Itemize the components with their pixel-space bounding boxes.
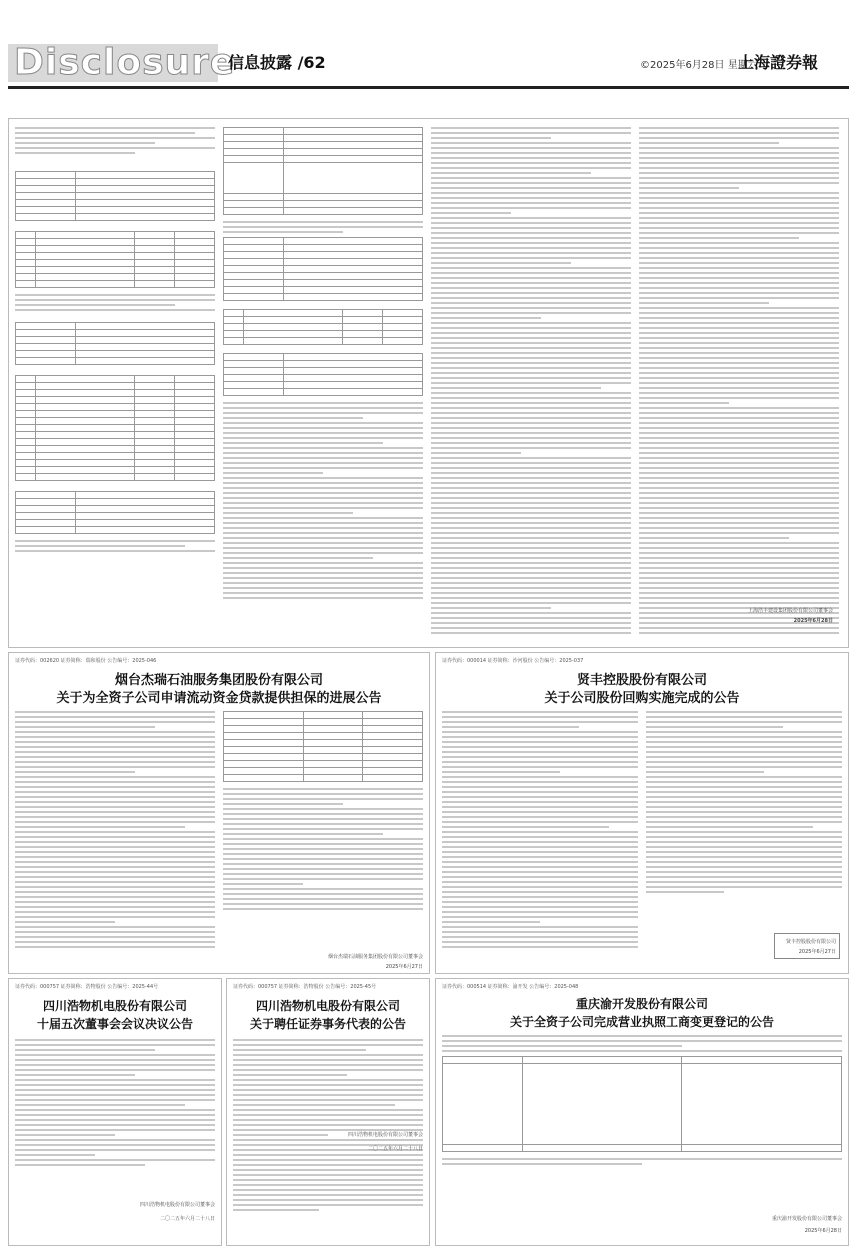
article-xianfeng-buyback <box>435 652 849 974</box>
article-column-right <box>223 711 423 961</box>
notice-column-4 <box>639 127 839 637</box>
article-subtitle: 关于聘任证券事务代表的公告 <box>249 1017 406 1031</box>
text-block <box>442 711 638 948</box>
text-block <box>233 1039 423 1211</box>
article-body <box>233 1039 423 1239</box>
text-block <box>431 127 631 637</box>
article-yukaifa-license <box>435 978 849 1246</box>
article-code: 证券代码：000757 证券简称：浩物股份 公告编号：2025-45号 <box>233 984 377 990</box>
info-table <box>223 353 423 396</box>
article-column-left <box>15 711 215 961</box>
text-block <box>223 402 423 599</box>
notice-column-2 <box>223 127 423 637</box>
masthead <box>0 0 857 96</box>
article-column-left <box>442 711 638 961</box>
article-code: 证券代码：002620 证券简称：瑞和股份 公告编号：2025-046 <box>15 658 157 664</box>
masthead-rule <box>8 86 849 89</box>
article-subtitle: 十届五次董事会会议决议公告 <box>36 1017 193 1031</box>
top-notice-date: 2025年6月28日 <box>793 618 833 624</box>
article-haowu-representative <box>226 978 430 1246</box>
text-block <box>639 127 839 637</box>
text-block <box>646 711 842 893</box>
article-signoff: 重庆渝开发股份有限公司董事会 <box>771 1216 842 1222</box>
notice-column-1 <box>15 127 215 637</box>
article-jerry-guarantee <box>8 652 430 974</box>
article-title: 重庆渝开发股份有限公司 <box>575 997 708 1011</box>
article-signoff: 烟台杰瑞石油服务集团股份有限公司董事会 <box>327 954 423 960</box>
article-body <box>442 1035 842 1235</box>
shareholder-table <box>223 309 423 345</box>
info-table <box>15 322 215 365</box>
article-signoff: 四川浩物机电股份有限公司董事会 <box>347 1132 423 1138</box>
article-date: 2025年6月27日 <box>385 964 423 970</box>
article-code: 证券代码：000514 证券简称：渝开发 公告编号：2025-048 <box>442 984 579 990</box>
company-stamp <box>774 933 840 959</box>
info-table <box>223 127 423 215</box>
article-signoff: 贤丰控股股份有限公司 <box>785 939 836 945</box>
info-table <box>15 491 215 534</box>
text-block <box>15 711 215 948</box>
article-subtitle: 关于为全资子公司申请流动资金贷款提供担保的进展公告 <box>56 691 382 706</box>
article-code: 证券代码：000014 证券简称：沙河股份 公告编号：2025-037 <box>442 658 584 664</box>
article-date: 二〇二五年六月二十八日 <box>367 1146 423 1152</box>
article-date: 二〇二五年六月二十八日 <box>159 1216 215 1222</box>
text-block <box>223 221 423 233</box>
article-title: 烟台杰瑞石油服务集团股份有限公司 <box>114 673 323 688</box>
article-body <box>15 1039 215 1189</box>
financial-table <box>223 711 423 782</box>
notice-column-3 <box>431 127 631 637</box>
text-block <box>15 294 215 318</box>
article-column-right <box>646 711 842 961</box>
article-haowu-board <box>8 978 222 1246</box>
brand-logo: Disclosure <box>14 42 236 83</box>
text-block <box>442 1035 842 1052</box>
article-date: 2025年6月27日 <box>798 949 836 955</box>
article-code: 证券代码：000757 证券简称：浩物股份 公告编号：2025-44号 <box>15 984 159 990</box>
article-subtitle: 关于公司股份回购实施完成的公告 <box>544 691 740 706</box>
text-block <box>223 788 423 910</box>
article-signoff: 四川浩物机电股份有限公司董事会 <box>139 1202 215 1208</box>
text-block <box>15 127 215 167</box>
section-title: 信息披露 /62 <box>228 53 326 72</box>
text-block <box>442 1158 842 1165</box>
change-table <box>442 1056 842 1152</box>
info-table <box>223 237 423 301</box>
article-title: 四川浩物机电股份有限公司 <box>42 999 187 1013</box>
issue-date: ©2025年6月28日 星期六 <box>640 60 758 71</box>
newspaper-name: 上海證券報 <box>738 53 819 72</box>
top-notice-signoff: 上海浩丰建设集团股份有限公司董事会 <box>747 608 833 614</box>
article-title: 四川浩物机电股份有限公司 <box>255 999 400 1013</box>
text-block <box>15 1039 215 1166</box>
shareholder-table <box>15 231 215 288</box>
shareholder-table <box>15 375 215 481</box>
info-table <box>15 171 215 221</box>
article-date: 2025年6月28日 <box>804 1228 842 1234</box>
article-subtitle: 关于全资子公司完成营业执照工商变更登记的公告 <box>509 1015 774 1029</box>
article-title: 贤丰控股股份有限公司 <box>576 673 707 688</box>
text-block <box>15 540 215 552</box>
top-notice-panel <box>8 118 849 648</box>
